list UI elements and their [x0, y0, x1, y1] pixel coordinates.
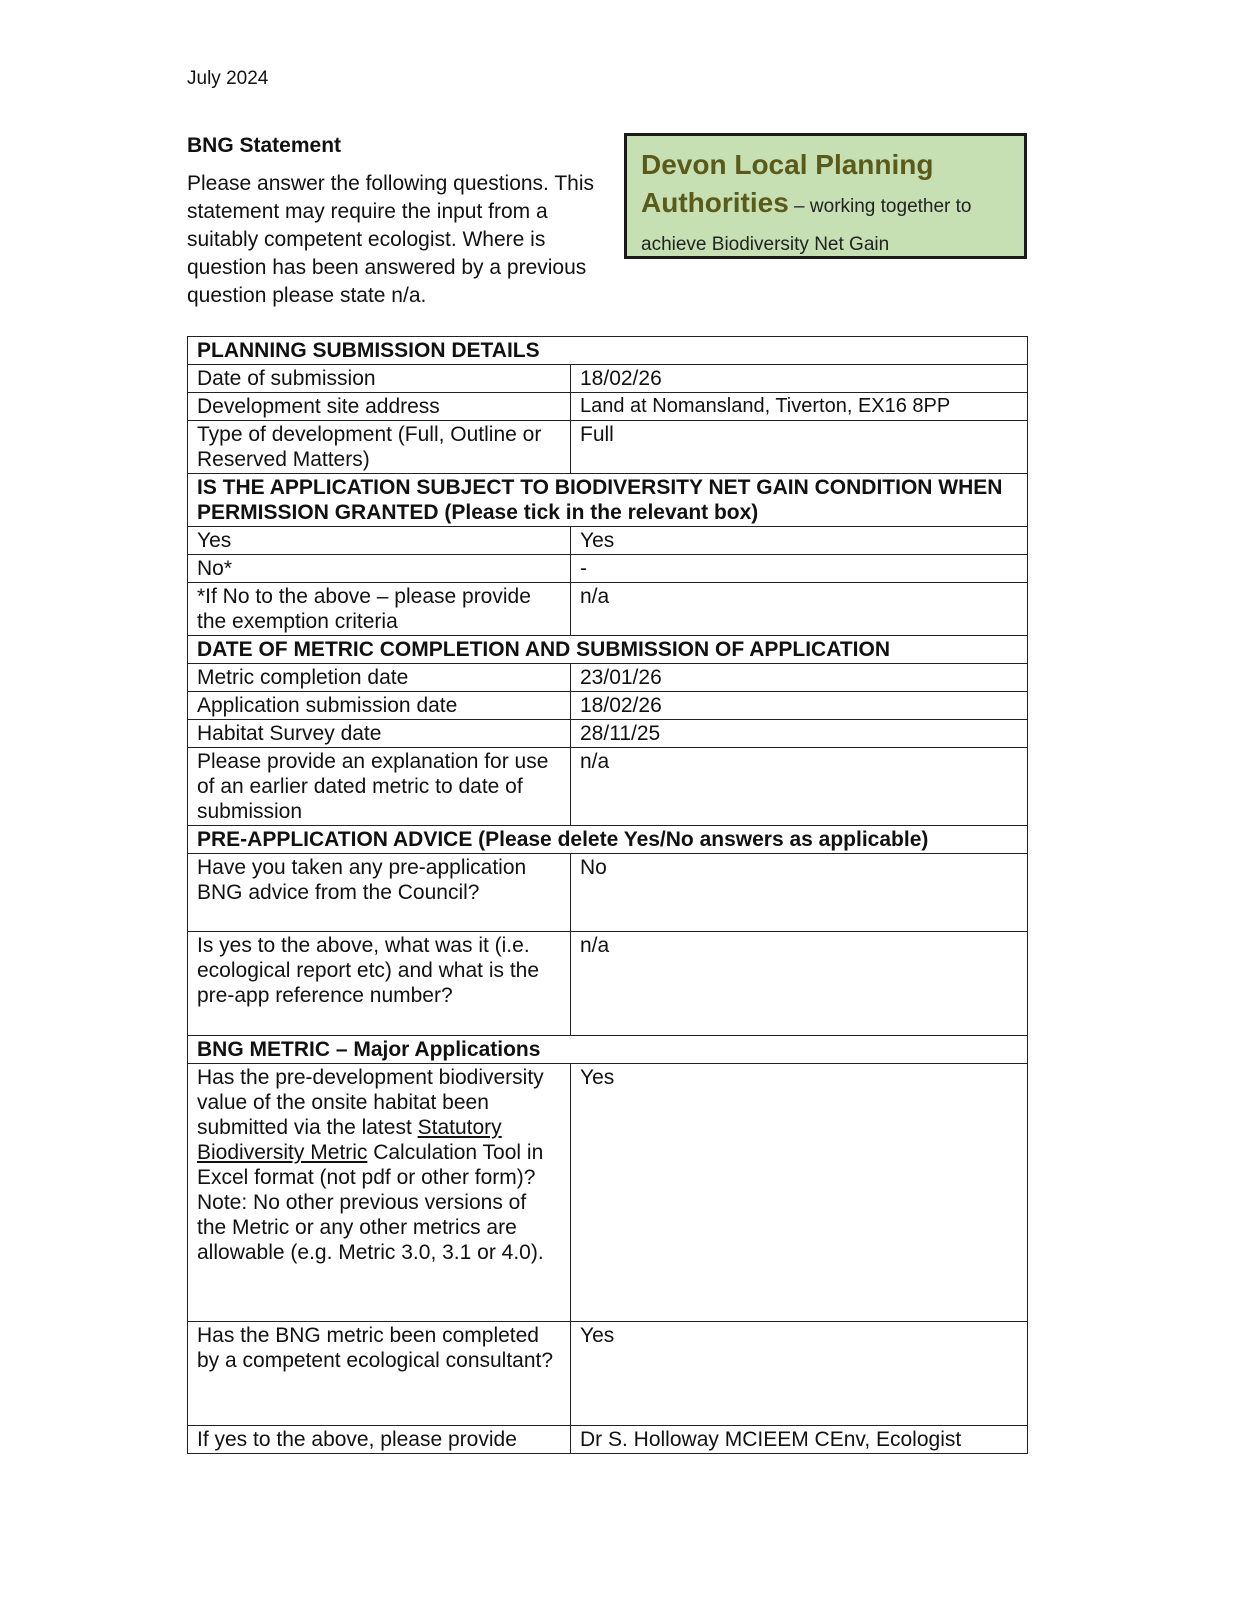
- metric-question-text-start: Has the pre-development biodiversity value of the onsite habitat been submitted via the latest: [197, 1066, 544, 1139]
- section-metric-dates-title: DATE OF METRIC COMPLETION AND SUBMISSION OF APPLICATION: [188, 636, 1028, 664]
- consultant-details-value[interactable]: Dr S. Holloway MCIEEM CEnv, Ecologist: [571, 1426, 1028, 1454]
- row-label: Has the BNG metric been completed by a competent ecological consultant?: [188, 1322, 571, 1426]
- row-label: Metric completion date: [188, 664, 571, 692]
- habitat-survey-date-value[interactable]: 28/11/25: [571, 720, 1028, 748]
- table-row: [188, 365, 1028, 393]
- condition-yes-value[interactable]: Yes: [571, 527, 1028, 555]
- condition-no-value[interactable]: -: [571, 555, 1028, 583]
- table-row: [188, 720, 1028, 748]
- row-label: If yes to the above, please provide: [188, 1426, 571, 1454]
- competent-consultant-value[interactable]: Yes: [571, 1322, 1028, 1426]
- table-row: [188, 393, 1028, 421]
- section-pre-app-title: PRE-APPLICATION ADVICE (Please delete Yes/No answers as applicable): [188, 826, 1028, 854]
- metric-submitted-value[interactable]: Yes: [571, 1064, 1028, 1322]
- statutory-metric-link[interactable]: Statutory Biodiversity Metric: [197, 1116, 502, 1164]
- section-bng-condition-title: IS THE APPLICATION SUBJECT TO BIODIVERSITY NET GAIN CONDITION WHEN PERMISSION GRANTED (Please tick in the relevant box): [188, 474, 1028, 527]
- table-row: [188, 1322, 1028, 1426]
- statement-title: BNG Statement: [187, 134, 342, 157]
- banner-tagline: – working together to achieve Biodiversity Net Gain: [641, 196, 972, 255]
- section-header-row: [188, 1036, 1028, 1064]
- intro-block: [187, 134, 612, 310]
- section-header-row: [188, 337, 1028, 365]
- earlier-metric-explanation-value[interactable]: n/a: [571, 748, 1028, 826]
- metric-question-text-end: Calculation Tool in Excel format (not pdf or other form)? Note: No other previous versions of the Metric or any other metrics are allowable (e.g. Metric 3.0, 3.1 or 4.0).: [197, 1141, 544, 1264]
- document-date: July 2024: [187, 68, 269, 89]
- row-label: Habitat Survey date: [188, 720, 571, 748]
- row-label: Yes: [188, 527, 571, 555]
- row-label: [188, 1064, 571, 1322]
- site-address-value[interactable]: Land at Nomansland, Tiverton, EX16 8PP: [571, 393, 1028, 421]
- section-header-row: [188, 826, 1028, 854]
- table-row: [188, 527, 1028, 555]
- section-header-row: [188, 636, 1028, 664]
- table-row: [188, 555, 1028, 583]
- bng-statement-table: [187, 336, 1028, 1454]
- section-metric-major-title: BNG METRIC – Major Applications: [188, 1036, 1028, 1064]
- row-label: Development site address: [188, 393, 571, 421]
- table-row: [188, 583, 1028, 636]
- row-label: Have you taken any pre-application BNG advice from the Council?: [188, 854, 571, 932]
- row-label: Type of development (Full, Outline or Reserved Matters): [188, 421, 571, 474]
- development-type-value[interactable]: Full: [571, 421, 1028, 474]
- table-row: [188, 748, 1028, 826]
- table-row: [188, 664, 1028, 692]
- row-label: No*: [188, 555, 571, 583]
- exemption-criteria-value[interactable]: n/a: [571, 583, 1028, 636]
- banner-title-line1: Devon Local Planning: [641, 149, 934, 180]
- intro-instructions: Please answer the following questions. This statement may require the input from a suitably competent ecologist. Where is question has been answered by a previous question please state n/a.: [187, 172, 595, 307]
- table-row: [188, 1426, 1028, 1454]
- submission-date-value[interactable]: 18/02/26: [571, 365, 1028, 393]
- section-header-row: [188, 474, 1028, 527]
- row-label: Application submission date: [188, 692, 571, 720]
- banner-title-line2: Authorities: [641, 187, 789, 218]
- pre-app-advice-value[interactable]: No: [571, 854, 1028, 932]
- section-planning-title: PLANNING SUBMISSION DETAILS: [188, 337, 1028, 365]
- table-row: [188, 854, 1028, 932]
- application-submission-date-value[interactable]: 18/02/26: [571, 692, 1028, 720]
- devon-lpa-banner: [624, 133, 1027, 259]
- metric-completion-date-value[interactable]: 23/01/26: [571, 664, 1028, 692]
- table-row: [188, 421, 1028, 474]
- row-label: *If No to the above – please provide the exemption criteria: [188, 583, 571, 636]
- row-label: Please provide an explanation for use of an earlier dated metric to date of submission: [188, 748, 571, 826]
- pre-app-reference-value[interactable]: n/a: [571, 932, 1028, 1036]
- row-label: Is yes to the above, what was it (i.e. ecological report etc) and what is the pre-app reference number?: [188, 932, 571, 1036]
- table-row: [188, 1064, 1028, 1322]
- table-row: [188, 692, 1028, 720]
- row-label: Date of submission: [188, 365, 571, 393]
- banner-title-line2-wrap: [641, 184, 1010, 260]
- table-row: [188, 932, 1028, 1036]
